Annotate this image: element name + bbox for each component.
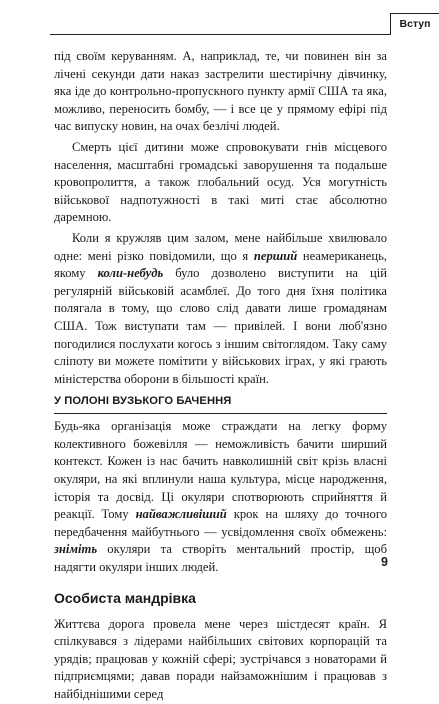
paragraph-narrow-vision xyxy=(54,418,387,576)
emphasis-first: перший xyxy=(253,248,298,263)
paragraph-journey: Життєва дорога провела мене через шістдесят країн. Я спілкувався з лідерами найбільших світових корпорацій та урядів; працював у кожній сфері; зустрічався з новаторами й підприємцями; давав поради найзаможнішим і працював з найбіднішими серед xyxy=(54,616,387,701)
paragraph-child-death: Смерть цієї дитини може спровокувати гнів місцевого населення, масштабні громадські заворушення та подальше кровопролиття, а також глобальний осуд. Уся могутність військової надпотужності в такі миті стає абсолютно даремною. xyxy=(54,139,387,225)
page-body xyxy=(54,48,387,704)
text-run: Коли я кружляв цим залом, мене найбільше хвилювало одне: мені різко повідомили, що я xyxy=(54,230,387,263)
page-number: 9 xyxy=(381,555,388,569)
paragraph-continued: під своїм керуванням. А, наприклад, те, чи повинен він за лічені секунди дати наказ застрелити шестирічну дівчинку, яка іде до контрольно-пропускного пункту армії США та яка, можливо, переносить бомбу, — і все це у прямому ефірі під час випуску новин, на очах безлічі людей. xyxy=(54,49,387,134)
text-run: Будь-яка організація може страждати на легку форму колективного божевілля — неможливість бачити ширший контекст. Кожен із нас бачить навколишній світ крізь власні окуляри, на які вплинули наша культура, місце народження, історія та досвід. Ці окуляри спотворюють сприйняття й реакції. Тому xyxy=(54,419,387,522)
text-run: неамериканець, якому xyxy=(54,248,387,281)
emphasis-most-important: найважливіший xyxy=(135,507,227,522)
text-run: крок на шляху до точного передбачення майбутнього — усвідомлення своїх обмежень: xyxy=(54,507,387,539)
section-heading: Особиста мандрівка xyxy=(54,589,196,606)
emphasis-remove: зніміть xyxy=(54,542,98,557)
running-header xyxy=(0,0,439,40)
text-run: окуляри та створіть ментальний простір, щоб надягти окуляри інших людей. xyxy=(54,542,387,575)
text-run: було дозволено виступити на цій регулярній військовій асамблеї. До того дня їхня політика полягала в тому, що слово слід давати лише громадянам США. Тож виступати там — привілей. І вони люб'язно погодилися послухати когось з іншим світоглядом. Таку саму сліпоту ви можете помітити у військових іграх, у які грають міністерства оборони в більшості країн. xyxy=(54,266,387,386)
paragraph-assembly xyxy=(54,230,387,388)
header-rule xyxy=(50,34,390,35)
running-head-title: Вступ xyxy=(390,13,439,35)
subheading-rule xyxy=(54,413,387,414)
subheading: У ПОЛОНІ ВУЗЬКОГО БАЧЕННЯ xyxy=(54,395,232,408)
emphasis-ever: коли-небудь xyxy=(97,266,164,281)
